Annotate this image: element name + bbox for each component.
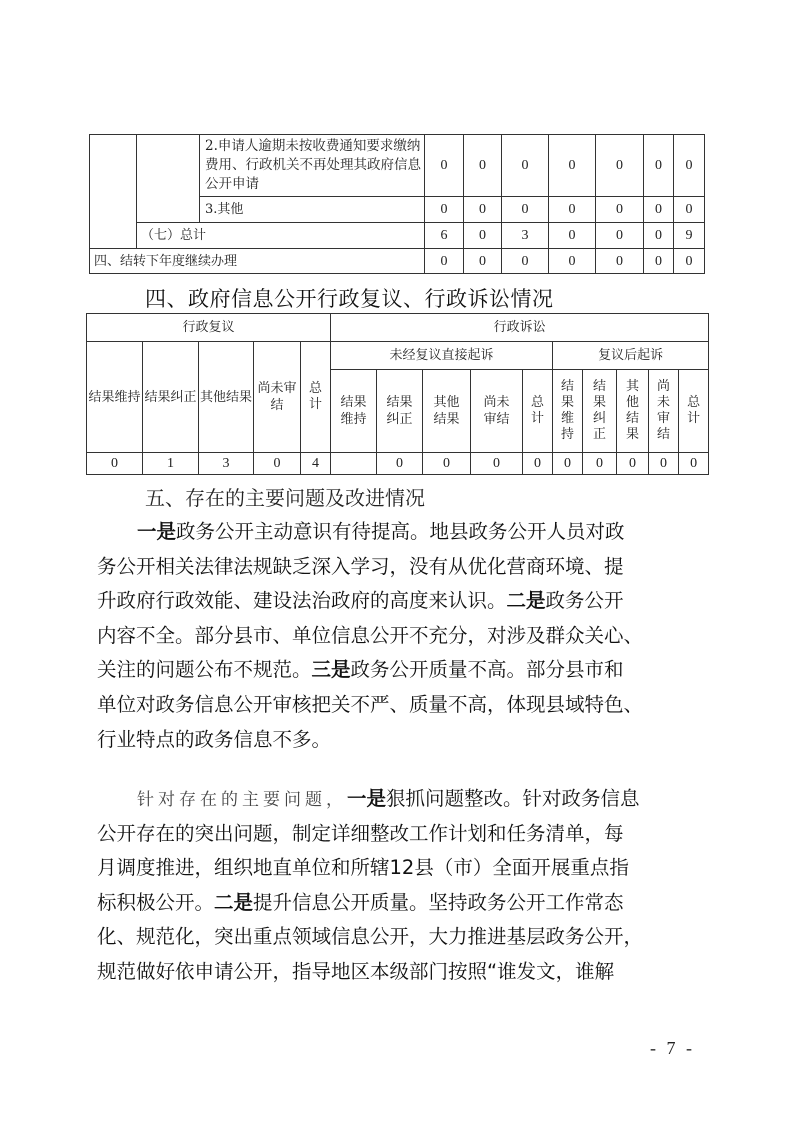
row-label: （七）总计 xyxy=(137,223,425,249)
text-run: 月调度推进，组织地直单位和所辖12县（市）全面开展重点指 xyxy=(97,856,629,880)
direct-value: 0 xyxy=(471,453,523,475)
after-col-header: 其他结果 xyxy=(617,370,649,453)
cell: 0 xyxy=(674,197,705,223)
direct-col-header: 总计 xyxy=(523,370,553,453)
cell: 6 xyxy=(425,223,464,249)
cell: 0 xyxy=(596,135,644,197)
page-number: - 7 - xyxy=(650,1038,695,1058)
litigation-header: 行政诉讼 xyxy=(331,314,709,342)
after-col-header: 结果维持 xyxy=(553,370,583,453)
text-run: 标积极公开。 xyxy=(97,890,215,914)
application-handling-table xyxy=(89,134,705,274)
cell: 0 xyxy=(425,135,464,197)
text-run: 政务公开质量不高。部分县市和 xyxy=(350,658,624,682)
text-run: 关注的问题公布不规范。 xyxy=(97,658,312,682)
cell: 0 xyxy=(502,197,549,223)
after-value: 0 xyxy=(583,453,617,475)
text-line xyxy=(97,515,703,550)
bold-keyword: 一是 xyxy=(347,787,387,810)
text-run: 规范做好依申请公开，指导地区本级部门按照“谁发文，谁解 xyxy=(97,959,615,983)
text-line xyxy=(97,920,703,955)
after-col-header: 尚未审结 xyxy=(649,370,679,453)
after-value: 0 xyxy=(617,453,649,475)
cell: 0 xyxy=(549,223,596,249)
merged-subcategory-cell xyxy=(137,135,200,223)
table-row-values xyxy=(87,453,709,475)
text-run: 狠抓问题整改。针对政务信息 xyxy=(386,787,640,810)
cell: 0 xyxy=(644,135,674,197)
cell: 0 xyxy=(674,135,705,197)
direct-col-header: 尚未审结 xyxy=(471,370,523,453)
text-run: 务公开相关法律法规缺乏深入学习，没有从优化营商环境、提 xyxy=(97,554,624,578)
cell: 0 xyxy=(464,197,502,223)
after-col-header: 结果纠正 xyxy=(583,370,617,453)
review-litigation-table xyxy=(86,313,709,475)
cell: 0 xyxy=(425,249,464,274)
table-row-carryover xyxy=(90,249,705,274)
text-line xyxy=(97,723,703,758)
cell: 0 xyxy=(464,223,502,249)
cell: 0 xyxy=(502,135,549,197)
text-run: 行业特点的政务信息不多。 xyxy=(97,727,332,751)
cell: 0 xyxy=(502,249,549,274)
cell: 0 xyxy=(549,197,596,223)
row-label: 2.申请人逾期未按收费通知要求缴纳费用、行政机关不再处理其政府信息公开申请 xyxy=(200,135,425,197)
text-run: 公开存在的突出问题，制定详细整改工作计划和任务清单，每 xyxy=(97,821,624,845)
after-review-header: 复议后起诉 xyxy=(553,342,709,370)
cell: 0 xyxy=(464,135,502,197)
bold-keyword: 二是 xyxy=(214,890,254,914)
text-line xyxy=(97,688,703,723)
section-heading-problems: 五、存在的主要问题及改进情况 xyxy=(145,486,425,510)
review-value: 0 xyxy=(254,453,301,475)
text-line xyxy=(97,817,703,852)
review-value: 4 xyxy=(301,453,331,475)
text-run: 提升信息公开质量。坚持政务公开工作常态 xyxy=(253,890,624,914)
text-line xyxy=(97,782,703,817)
direct-col-header: 结果维持 xyxy=(331,370,377,453)
text-run: 政务公开 xyxy=(545,589,624,613)
text-line xyxy=(97,653,703,688)
cell: 0 xyxy=(596,197,644,223)
after-value: 0 xyxy=(553,453,583,475)
after-value: 0 xyxy=(679,453,709,475)
improvements-paragraph xyxy=(97,782,703,990)
after-value: 0 xyxy=(649,453,679,475)
text-line xyxy=(97,851,703,886)
cell: 0 xyxy=(549,249,596,274)
text-run: 单位对政务信息公开审核把关不严、质量不高，体现县域特色、 xyxy=(97,692,644,716)
cell: 3 xyxy=(502,223,549,249)
text-run: 升政府行政效能、建设法治政府的高度来认识。 xyxy=(97,589,507,613)
problems-paragraph xyxy=(97,515,703,757)
review-col-header: 结果纠正 xyxy=(143,342,199,453)
cell: 0 xyxy=(425,197,464,223)
paragraph-lead-text: 针对存在的主要问题， xyxy=(137,790,347,810)
merged-category-cell xyxy=(90,135,137,249)
direct-value: 0 xyxy=(523,453,553,475)
bold-keyword: 二是 xyxy=(506,589,546,613)
row-label: 四、结转下年度继续办理 xyxy=(90,249,425,274)
direct-suit-header: 未经复议直接起诉 xyxy=(331,342,553,370)
text-line xyxy=(97,584,703,619)
cell: 0 xyxy=(644,197,674,223)
cell: 0 xyxy=(674,249,705,274)
cell: 0 xyxy=(596,249,644,274)
text-line xyxy=(97,955,703,990)
bold-keyword: 三是 xyxy=(311,658,351,682)
review-col-header: 总计 xyxy=(301,342,331,453)
review-col-header: 其他结果 xyxy=(199,342,254,453)
text-run: 政务公开主动意识有待提高。地县政务公开人员对政 xyxy=(176,520,625,543)
row-label: 3.其他 xyxy=(200,197,425,223)
cell: 0 xyxy=(644,249,674,274)
review-value: 3 xyxy=(199,453,254,475)
table-row-total xyxy=(90,223,705,249)
cell: 0 xyxy=(644,223,674,249)
review-header: 行政复议 xyxy=(87,314,331,342)
text-line xyxy=(97,619,703,654)
text-run: 内容不全。部分县市、单位信息公开不充分，对涉及群众关心、 xyxy=(97,623,644,647)
text-line xyxy=(97,550,703,585)
text-run: 化、规范化，突出重点领域信息公开，大力推进基层政务公开， xyxy=(97,925,644,949)
cell: 0 xyxy=(549,135,596,197)
cell: 9 xyxy=(674,223,705,249)
direct-value: 0 xyxy=(423,453,471,475)
direct-value xyxy=(331,453,377,475)
direct-value: 0 xyxy=(377,453,423,475)
section-heading-review-litigation: 四、政府信息公开行政复议、行政诉讼情况 xyxy=(145,287,554,311)
bold-keyword: 一是 xyxy=(137,520,177,543)
direct-col-header: 结果纠正 xyxy=(377,370,423,453)
direct-col-header: 其他结果 xyxy=(423,370,471,453)
table-row xyxy=(90,135,705,197)
cell: 0 xyxy=(596,223,644,249)
cell: 0 xyxy=(464,249,502,274)
review-col-header: 尚未审结 xyxy=(254,342,301,453)
text-line xyxy=(97,886,703,921)
review-col-header: 结果维持 xyxy=(87,342,143,453)
review-value: 0 xyxy=(87,453,143,475)
review-value: 1 xyxy=(143,453,199,475)
after-col-header: 总计 xyxy=(679,370,709,453)
